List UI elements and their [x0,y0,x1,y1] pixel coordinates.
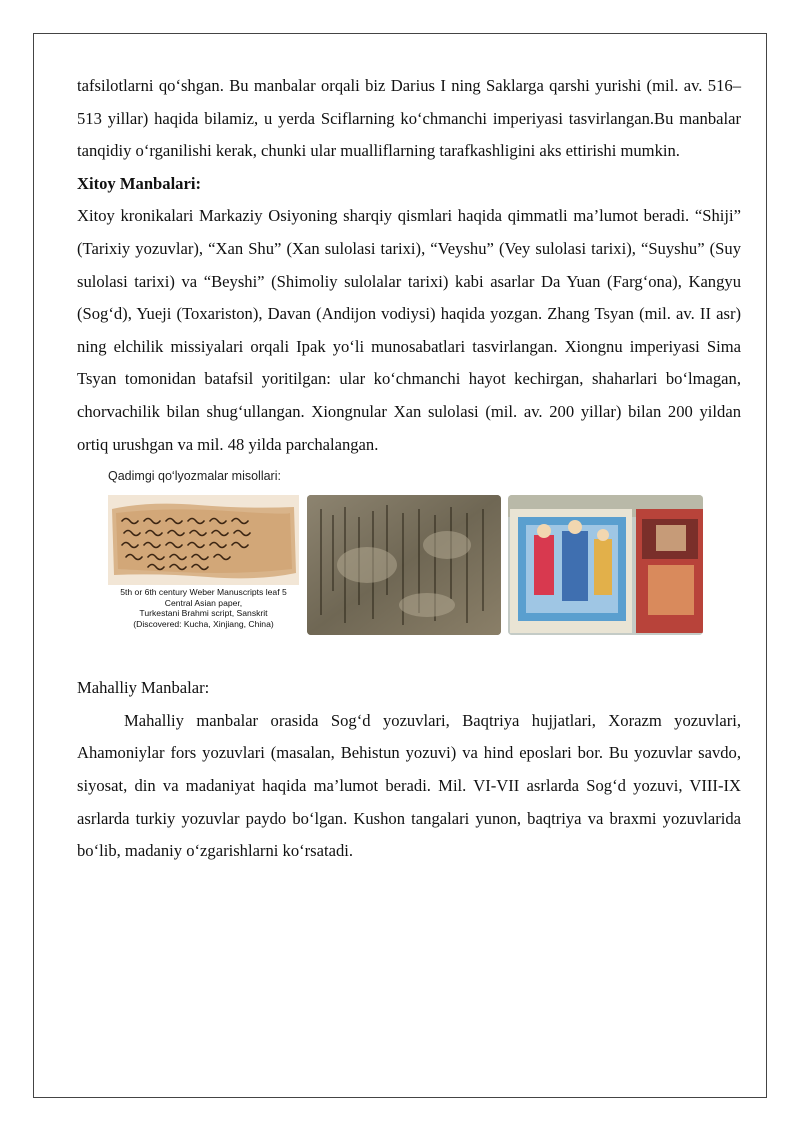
ancient-scroll-image [307,495,501,635]
caption-line: Turkestani Brahmi script, Sanskrit [139,608,268,619]
heading-local-sources: Mahalliy Manbalar: [77,678,210,698]
manuscripts-figure [77,465,741,670]
illuminated-manuscript-photo-icon [508,495,703,635]
paragraph-greek-sources: tafsilotlarni qo‘shgan. Bu manbalar orqali biz Darius I ning Saklarga qarshi yurishi (mil. av. 516–513 yillar) haqida bilamiz, u yerda Sciflarning ko‘chmanchi imperiyasi tasvirlangan.Bu manbalar tanqidiy o‘rganilishi kerak, chunki ular mualliflarning tarafkashligini aks ettirishi mumkin. [77,76,741,161]
heading-chinese-sources: Xitoy Manbalari: [77,173,201,193]
ancient-scroll-photo-icon [307,495,501,635]
manuscript-leaf-photo-icon [108,495,299,585]
caption-line: Central Asian paper, [164,597,243,608]
manuscript-leaf-caption [108,587,299,629]
manuscript-leaf-image [108,495,299,585]
paragraph-chinese-sources: Xitoy kronikalari Markaziy Osiyoning sharqiy qismlari haqida qimmatli ma’lumot beradi. “Shiji” (Tarixiy yozuvlar), “Xan Shu” (Xan sulolasi tarixi), “Veyshu” (Vey sulolasi tarixi), “Suyshu” (Suy sulolasi tarixi) va “Beyshi” (Shimoliy sulolalar tarixi) kabi asarlar Da Yuan (Farg‘ona), Kangyu (Sog‘d), Yueji (Toxariston), Davan (Andijon vodiysi) haqida yozgan. Zhang Tsyan (mil. av. II asr) ning elchilik missiyalari orqali Ipak yo‘li munosabatlari tasvirlangan. Xiongnu imperiyasi Sima Tsyan tomonidan batafsil yoritilgan: ular ko‘chmanchi hayot kechirgan, shaharlari bo‘lmagan, chorvachilik bilan shug‘ullangan. Xiongnular Xan sulolasi (mil. av. 200 yillar) bilan 200 yildan ortiq urushgan va mil. 48 yilda parchalangan. [77,206,741,454]
caption-line: 5th or 6th century Weber Manuscripts leaf 5 [120,587,287,598]
document-body [77,70,741,868]
paragraph-local-sources: Mahalliy manbalar orasida Sog‘d yozuvlari, Baqtriya hujjatlari, Xorazm yozuvlari, Ahamoniylar fors yozuvlari (masalan, Behistun yozuvi) va hind eposlari bor. Bu yozuvlar savdo, siyosat, din va madaniyat haqida ma’lumot beradi. Mil. VI-VII asrlarda Sog‘d yozuvi, VIII-IX asrlarda turkiy yozuvlar paydo bo‘lgan. Kushon tangalari yunon, baqtriya va braxmi yozuvlarida bo‘lib, madaniy o‘zgarishlarni ko‘rsatadi. [77,710,741,861]
caption-line: (Discovered: Kucha, Xinjiang, China) [133,618,274,629]
illuminated-manuscript-image [508,495,703,635]
figure-caption: Qadimgi qo‘lyozmalar misollari: [108,469,281,484]
